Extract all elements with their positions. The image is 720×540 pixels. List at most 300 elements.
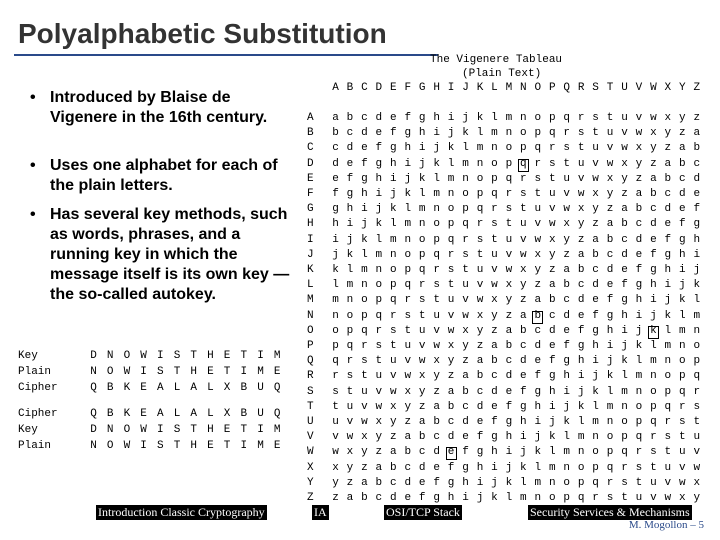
tableau-cell: h bbox=[693, 233, 701, 246]
tableau-cell: h bbox=[361, 188, 368, 200]
tableau-cell: m bbox=[375, 248, 383, 261]
tableau-cell: m bbox=[520, 492, 527, 504]
tableau-cell: q bbox=[476, 203, 484, 216]
tableau-cell: l bbox=[433, 172, 440, 185]
tableau-cell: z bbox=[447, 370, 455, 383]
tableau-cell: a bbox=[664, 157, 672, 170]
tableau-cell: l bbox=[621, 370, 628, 383]
tableau-cell: h bbox=[548, 385, 556, 398]
tableau-cell: n bbox=[476, 157, 484, 170]
tableau-row-label: P bbox=[307, 340, 314, 352]
tableau-cell: x bbox=[693, 476, 701, 489]
tableau-cell: d bbox=[621, 248, 628, 261]
tableau-cell: f bbox=[462, 446, 469, 459]
tableau-cell: d bbox=[332, 157, 339, 170]
tableau-row-label: K bbox=[307, 264, 314, 276]
tableau-cell: v bbox=[592, 157, 599, 170]
tableau-cell: x bbox=[520, 264, 527, 276]
tableau-cell: w bbox=[534, 233, 542, 246]
tableau-cell: d bbox=[606, 264, 614, 276]
tableau-cell: d bbox=[693, 172, 701, 185]
bullet-symbol: • bbox=[30, 157, 36, 174]
tableau-cell: t bbox=[606, 112, 614, 124]
tableau-column-header: W bbox=[650, 82, 657, 94]
tableau-cell: t bbox=[577, 142, 585, 155]
tableau-cell: z bbox=[418, 400, 426, 413]
tableau-cell: l bbox=[534, 461, 542, 474]
tableau-cell: z bbox=[505, 309, 513, 322]
tableau-cell: r bbox=[462, 233, 469, 246]
tableau-cell: f bbox=[621, 279, 628, 292]
tableau-cell: m bbox=[650, 355, 657, 368]
tableau-cell: d bbox=[346, 142, 354, 155]
tableau-cell: y bbox=[346, 461, 354, 474]
tableau-cell: m bbox=[548, 461, 556, 474]
tableau-cell: t bbox=[592, 127, 599, 140]
tableau-cell: w bbox=[548, 218, 556, 231]
tableau-cell: u bbox=[520, 218, 527, 231]
tableau-cell: k bbox=[491, 492, 498, 504]
tableau-cell: r bbox=[361, 340, 368, 352]
tableau-cell: r bbox=[635, 446, 643, 459]
tableau-cell: r bbox=[592, 492, 599, 504]
tableau-cell: g bbox=[635, 279, 643, 292]
tableau-cell: i bbox=[577, 370, 585, 383]
tableau-cell: h bbox=[389, 157, 397, 170]
tableau-cell: g bbox=[548, 370, 556, 383]
tableau-cell: u bbox=[592, 142, 599, 155]
tableau-column-header: G bbox=[418, 82, 426, 94]
tableau-cell: q bbox=[635, 431, 643, 444]
example-letter: N bbox=[106, 350, 114, 362]
tableau-cell: u bbox=[505, 233, 513, 246]
tableau-cell: j bbox=[678, 279, 686, 292]
tableau-cell: u bbox=[418, 324, 426, 337]
tableau-cell: f bbox=[418, 492, 426, 504]
example-letter: B bbox=[106, 408, 114, 420]
tableau-cell: u bbox=[534, 203, 542, 216]
tableau-cell: y bbox=[476, 324, 484, 337]
tableau-cell: g bbox=[563, 355, 570, 368]
tableau-cell: g bbox=[520, 400, 527, 413]
tableau-cell: k bbox=[418, 172, 426, 185]
tableau-cell: e bbox=[418, 476, 426, 489]
tableau-cell: w bbox=[606, 157, 614, 170]
tableau-row-label: Z bbox=[307, 492, 314, 504]
tableau-cell: e bbox=[462, 431, 469, 444]
tableau-cell: b bbox=[447, 400, 455, 413]
tableau-cell: y bbox=[491, 309, 498, 322]
tableau-cell: x bbox=[635, 142, 643, 155]
footer-link-osi[interactable]: OSI/TCP Stack bbox=[386, 505, 460, 519]
tableau-cell: s bbox=[505, 203, 513, 216]
tableau-column-header: E bbox=[389, 82, 397, 94]
tableau-cell: t bbox=[332, 400, 339, 413]
example-letter: X bbox=[223, 408, 231, 420]
example-letter: I bbox=[257, 350, 264, 362]
tableau-cell: i bbox=[476, 476, 484, 489]
tableau-cell: t bbox=[563, 157, 570, 170]
tableau-subtitle: (Plain Text) bbox=[462, 68, 542, 80]
cipher-label: Cipher bbox=[18, 408, 58, 420]
tableau-cell: r bbox=[505, 188, 513, 200]
tableau-cell: a bbox=[534, 294, 542, 307]
tableau-cell: k bbox=[592, 385, 599, 398]
footer-link-security[interactable]: Security Services & Mechanisms bbox=[530, 505, 690, 519]
example-letter: T bbox=[240, 350, 248, 362]
tableau-cell: y bbox=[577, 218, 585, 231]
tableau-cell: l bbox=[664, 324, 672, 337]
tableau-column-header: J bbox=[462, 82, 469, 94]
tableau-cell: h bbox=[635, 294, 643, 307]
tableau-cell: l bbox=[606, 385, 614, 398]
tableau-row-label: T bbox=[307, 400, 314, 413]
tableau-cell: e bbox=[563, 324, 570, 337]
tableau-cell: r bbox=[476, 218, 484, 231]
tableau-cell: k bbox=[664, 309, 672, 322]
tableau-column-header: O bbox=[534, 82, 542, 94]
tableau-cell: n bbox=[650, 370, 657, 383]
tableau-cell: i bbox=[491, 461, 498, 474]
tableau-cell: i bbox=[664, 279, 672, 292]
tableau-cell: c bbox=[678, 172, 686, 185]
tableau-cell: l bbox=[491, 112, 498, 124]
tableau-cell: s bbox=[635, 461, 643, 474]
example-letter: S bbox=[156, 366, 164, 378]
tableau-cell: j bbox=[664, 294, 672, 307]
tableau-cell: t bbox=[433, 294, 440, 307]
tableau-cell: t bbox=[462, 264, 469, 276]
tableau-cell: x bbox=[375, 416, 383, 428]
tableau-cell: w bbox=[361, 416, 368, 428]
tableau-cell: x bbox=[361, 431, 368, 444]
tableau-cell: n bbox=[693, 324, 701, 337]
tableau-cell: i bbox=[433, 127, 440, 140]
tableau-column-header: C bbox=[361, 82, 368, 94]
tableau-cell: m bbox=[505, 112, 513, 124]
tableau-cell: q bbox=[433, 248, 440, 261]
tableau-cell: n bbox=[621, 400, 628, 413]
example-letter: I bbox=[140, 440, 147, 452]
tableau-cell: k bbox=[375, 218, 383, 231]
tableau-cell: p bbox=[520, 142, 527, 155]
tableau-cell: s bbox=[346, 370, 354, 383]
tableau-cell: r bbox=[491, 203, 498, 216]
tableau-cell: e bbox=[678, 203, 686, 216]
tableau-cell: b bbox=[462, 385, 469, 398]
tableau-cell: g bbox=[418, 112, 426, 124]
tableau-cell: l bbox=[548, 446, 556, 459]
tableau-cell: p bbox=[635, 416, 643, 428]
example-letter: A bbox=[190, 382, 197, 394]
tableau-cell: l bbox=[361, 248, 368, 261]
tableau-cell: c bbox=[346, 127, 354, 140]
tableau-column-header: K bbox=[476, 82, 484, 94]
tableau-cell: m bbox=[577, 431, 585, 444]
example-letter: O bbox=[106, 440, 114, 452]
tableau-cell: i bbox=[346, 218, 354, 231]
tableau-cell: z bbox=[563, 248, 570, 261]
tableau-cell: h bbox=[592, 340, 599, 352]
bullet-2 bbox=[30, 156, 290, 196]
tableau-cell: y bbox=[563, 233, 570, 246]
tableau-cell: d bbox=[389, 492, 397, 504]
tableau-cell: j bbox=[577, 385, 585, 398]
tableau-cell: p bbox=[361, 309, 368, 322]
tableau-cell: a bbox=[693, 127, 701, 140]
tableau-cell: p bbox=[505, 157, 513, 170]
tableau-cell: u bbox=[404, 340, 412, 352]
tableau-cell: y bbox=[418, 385, 426, 398]
tableau-cell: a bbox=[447, 385, 455, 398]
tableau-cell: n bbox=[332, 309, 339, 322]
tableau-cell: j bbox=[447, 127, 455, 140]
tableau-cell: t bbox=[650, 461, 657, 474]
tableau-row-label: M bbox=[307, 294, 314, 307]
tableau-cell: f bbox=[577, 324, 585, 337]
tableau-cell: p bbox=[491, 172, 498, 185]
tableau-cell: g bbox=[389, 142, 397, 155]
tableau-cell: c bbox=[462, 400, 469, 413]
tableau-cell: z bbox=[548, 264, 556, 276]
tableau-column-header: I bbox=[447, 82, 455, 94]
tableau-cell: m bbox=[433, 188, 440, 200]
tableau-cell: x bbox=[592, 188, 599, 200]
tableau-cell: f bbox=[693, 203, 701, 216]
tableau-cell: d bbox=[534, 340, 542, 352]
tableau-column-header: B bbox=[346, 82, 354, 94]
tableau-cell: d bbox=[563, 309, 570, 322]
example-letter: B bbox=[106, 382, 114, 394]
tableau-cell: a bbox=[577, 248, 585, 261]
tableau-cell: s bbox=[606, 492, 614, 504]
tableau-cell: r bbox=[433, 264, 440, 276]
tableau-cell: t bbox=[418, 309, 426, 322]
tableau-cell: z bbox=[635, 172, 643, 185]
tableau-cell: y bbox=[635, 157, 643, 170]
tableau-cell: v bbox=[361, 400, 368, 413]
tableau-cell: a bbox=[462, 370, 469, 383]
tableau-cell: e bbox=[361, 142, 368, 155]
key-label: Key bbox=[18, 350, 38, 362]
tableau-cell: x bbox=[606, 172, 614, 185]
tableau-cell: q bbox=[678, 385, 686, 398]
tableau-cell: o bbox=[678, 355, 686, 368]
tableau-cell: n bbox=[447, 188, 455, 200]
tableau-cell: r bbox=[548, 142, 556, 155]
tableau-column-header: D bbox=[375, 82, 383, 94]
tableau-cell: y bbox=[375, 431, 383, 444]
tableau-cell: i bbox=[650, 294, 657, 307]
tableau-cell: w bbox=[664, 492, 672, 504]
tableau-cell: f bbox=[389, 127, 397, 140]
tableau-cell: o bbox=[476, 172, 484, 185]
tableau-cell: s bbox=[332, 385, 339, 398]
tableau-cell: c bbox=[563, 294, 570, 307]
tableau-cell: b bbox=[332, 127, 339, 140]
tableau-cell: z bbox=[520, 294, 527, 307]
tableau-row-label: W bbox=[307, 446, 314, 459]
example-letter: H bbox=[190, 366, 197, 378]
tableau-cell: k bbox=[534, 446, 542, 459]
tableau-cell: j bbox=[693, 264, 701, 276]
example-letter: B bbox=[240, 408, 248, 420]
tableau-cell: h bbox=[534, 400, 542, 413]
tableau-cell: p bbox=[621, 431, 628, 444]
tableau-cell: m bbox=[332, 294, 339, 307]
tableau-cell: n bbox=[577, 446, 585, 459]
tableau-cell: e bbox=[332, 172, 339, 185]
tableau-cell: w bbox=[375, 400, 383, 413]
example-letter: S bbox=[173, 424, 181, 436]
tableau-row-label: H bbox=[307, 218, 314, 231]
tableau-cell: v bbox=[375, 385, 383, 398]
tableau-cell: y bbox=[520, 279, 527, 292]
tableau-cell: z bbox=[577, 233, 585, 246]
tableau-cell: h bbox=[476, 461, 484, 474]
tableau-cell: g bbox=[577, 340, 585, 352]
example-letter: T bbox=[240, 424, 248, 436]
tableau-cell: g bbox=[678, 233, 686, 246]
tableau-cell: k bbox=[433, 157, 440, 170]
tableau-cell: v bbox=[635, 112, 643, 124]
tableau-cell: k bbox=[606, 370, 614, 383]
tableau-cell: b bbox=[592, 248, 599, 261]
tableau-cell: p bbox=[418, 248, 426, 261]
footer-link-intro[interactable]: Introduction Classic Cryptography bbox=[98, 505, 265, 519]
tableau-cell: t bbox=[361, 370, 368, 383]
tableau-cell: x bbox=[418, 370, 426, 383]
tableau-cell: h bbox=[577, 355, 585, 368]
tableau-cell: d bbox=[418, 461, 426, 474]
tableau-cell: k bbox=[548, 431, 556, 444]
tableau-cell: g bbox=[332, 203, 339, 216]
tableau-cell: d bbox=[664, 203, 672, 216]
tableau-cell: z bbox=[404, 416, 412, 428]
tableau-cell: m bbox=[361, 264, 368, 276]
tableau-cell: m bbox=[476, 142, 484, 155]
tableau-cell: n bbox=[462, 172, 469, 185]
tableau-cell: b bbox=[476, 370, 484, 383]
tableau-cell: x bbox=[563, 218, 570, 231]
tableau-cell: a bbox=[404, 431, 412, 444]
tableau-column-header: X bbox=[664, 82, 672, 94]
tableau-cell: v bbox=[621, 127, 628, 140]
tableau-cell: j bbox=[375, 203, 383, 216]
tableau-cell: p bbox=[693, 355, 701, 368]
slide-credit: M. Mogollon – 5 bbox=[628, 519, 704, 531]
tableau-cell: u bbox=[650, 476, 657, 489]
tableau-cell: g bbox=[462, 461, 469, 474]
tableau-cell: q bbox=[346, 340, 354, 352]
tableau-cell: a bbox=[476, 355, 484, 368]
tableau-cell: w bbox=[635, 127, 643, 140]
tableau-cell: y bbox=[548, 248, 556, 261]
tableau-cell: n bbox=[346, 294, 354, 307]
tableau-cell: b bbox=[433, 416, 440, 428]
tableau-cell: x bbox=[404, 385, 412, 398]
tableau-cell: x bbox=[476, 309, 484, 322]
tableau-cell: s bbox=[389, 324, 397, 337]
example-letter: A bbox=[156, 408, 164, 420]
tableau-cell: o bbox=[534, 112, 542, 124]
tableau-cell: k bbox=[332, 264, 339, 276]
tableau-column-header: S bbox=[592, 82, 599, 94]
tableau-cell: x bbox=[462, 324, 469, 337]
tableau-cell: w bbox=[505, 264, 513, 276]
tableau-cell: i bbox=[389, 172, 397, 185]
footer-link-ia[interactable]: IA bbox=[314, 505, 327, 519]
tableau-cell: p bbox=[606, 446, 614, 459]
tableau-cell: a bbox=[635, 188, 643, 200]
tableau-cell: o bbox=[606, 431, 614, 444]
tableau-cell: c bbox=[621, 233, 628, 246]
tableau-cell: n bbox=[635, 385, 643, 398]
tableau-cell: f bbox=[447, 461, 455, 474]
tableau-cell: s bbox=[678, 416, 686, 428]
cipher-label: Cipher bbox=[18, 382, 58, 394]
tableau-cell: c bbox=[491, 370, 498, 383]
tableau-cell: f bbox=[361, 157, 368, 170]
tableau-cell: k bbox=[447, 142, 455, 155]
tableau-cell: b bbox=[563, 279, 570, 292]
tableau-cell: f bbox=[678, 218, 686, 231]
tableau-column-header: R bbox=[577, 82, 585, 94]
tableau-cell: q bbox=[621, 446, 628, 459]
tableau-cell: l bbox=[505, 492, 513, 504]
tableau-cell: a bbox=[361, 476, 368, 489]
tableau-cell: y bbox=[534, 264, 542, 276]
tableau-cell: d bbox=[375, 112, 383, 124]
tableau-cell: t bbox=[346, 385, 354, 398]
tableau-cell: z bbox=[346, 476, 354, 489]
tableau-cell: i bbox=[520, 431, 527, 444]
tableau-cell: d bbox=[678, 188, 686, 200]
bullet-text: Uses one alphabet for each of the plain letters. bbox=[50, 157, 278, 194]
tableau-cell: c bbox=[520, 340, 527, 352]
tableau-cell: b bbox=[534, 309, 542, 322]
tableau-cell: h bbox=[346, 203, 354, 216]
tableau-cell: n bbox=[505, 127, 513, 140]
tableau-cell: l bbox=[462, 142, 469, 155]
tableau-cell: e bbox=[664, 218, 672, 231]
tableau-cell: a bbox=[678, 142, 686, 155]
tableau-cell: y bbox=[361, 446, 368, 459]
tableau-cell: u bbox=[548, 188, 556, 200]
example-letter: O bbox=[106, 366, 114, 378]
tableau-cell: r bbox=[577, 112, 585, 124]
tableau-cell: s bbox=[534, 172, 542, 185]
tableau-cell: e bbox=[491, 400, 498, 413]
example-letter: H bbox=[190, 440, 197, 452]
tableau-cell: q bbox=[361, 324, 368, 337]
tableau-row-label: J bbox=[307, 248, 314, 261]
tableau-cell: s bbox=[418, 294, 426, 307]
example-letter: E bbox=[273, 440, 281, 452]
tableau-cell: l bbox=[332, 279, 339, 292]
tableau-cell: t bbox=[491, 233, 498, 246]
tableau-column-header: F bbox=[404, 82, 412, 94]
tableau-cell: a bbox=[346, 492, 354, 504]
tableau-cell: s bbox=[491, 218, 498, 231]
tableau-cell: a bbox=[592, 233, 599, 246]
tableau-cell: q bbox=[447, 233, 455, 246]
tableau-cell: u bbox=[563, 172, 570, 185]
tableau-cell: y bbox=[462, 340, 469, 352]
slide-title: Polyalphabetic Substitution bbox=[18, 18, 387, 49]
example-letter: E bbox=[140, 408, 147, 420]
example-letter: I bbox=[240, 440, 248, 452]
